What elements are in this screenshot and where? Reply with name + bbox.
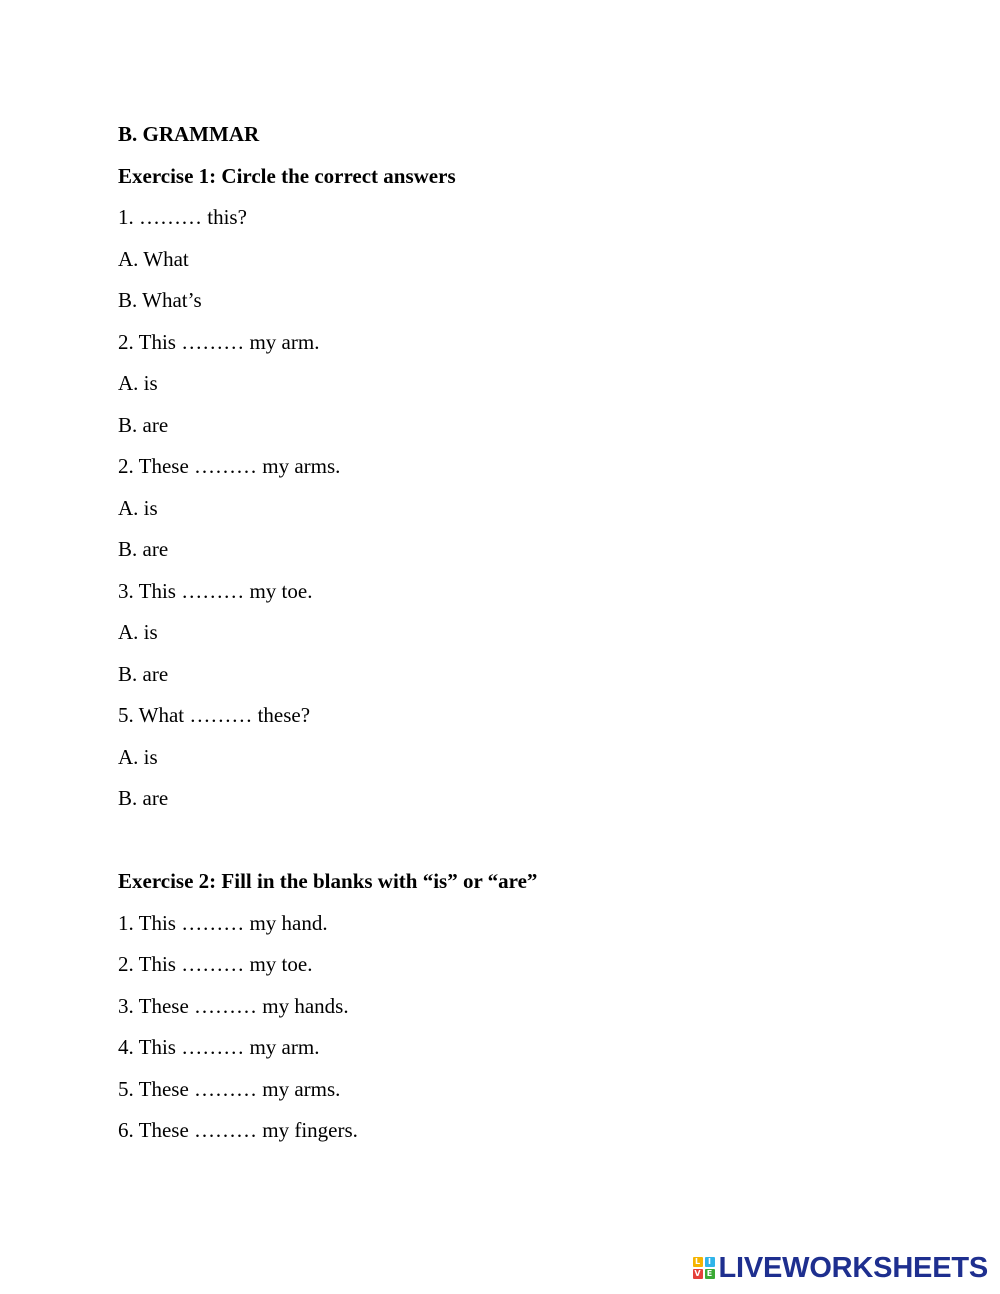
exercise-1-heading: Exercise 1: Circle the correct answers: [118, 163, 456, 188]
liveworksheets-logo: [693, 1252, 989, 1284]
ex1-question-1: 1. ……… this?: [118, 205, 247, 229]
ex1-question-2: 2. This ……… my arm.: [118, 329, 320, 354]
logo-tile-e: E: [705, 1269, 715, 1279]
ex2-item: 5. These ……… my arms.: [118, 1076, 341, 1101]
spacer: [118, 820, 918, 862]
ex1-option: B. are: [118, 412, 169, 437]
ex1-option: B. are: [118, 661, 169, 686]
ex2-item: 1. This ……… my hand.: [118, 910, 328, 935]
ex1-question-3: 2. These ……… my arms.: [118, 454, 341, 478]
ex1-option: B. What’s: [118, 288, 202, 312]
ex1-option: A. is: [118, 744, 158, 769]
section-title: B. GRAMMAR: [118, 122, 260, 146]
ex1-option: A. is: [118, 371, 158, 395]
ex1-option: A. is: [118, 620, 158, 644]
logo-tile-i: I: [705, 1257, 715, 1267]
ex1-question-4: 3. This ……… my toe.: [118, 578, 313, 603]
ex1-option: B. are: [118, 537, 169, 561]
ex2-item: 3. These ……… my hands.: [118, 993, 349, 1018]
ex1-option: B. are: [118, 786, 169, 810]
ex2-item: 6. These ……… my fingers.: [118, 1118, 358, 1142]
ex1-question-5: 5. What ……… these?: [118, 703, 311, 727]
ex2-item: 4. This ……… my arm.: [118, 1035, 320, 1059]
ex1-option: A. What: [118, 246, 189, 271]
liveworksheets-wordmark: LIVEWORKSHEETS: [718, 1251, 988, 1284]
logo-tile-l: L: [693, 1257, 703, 1267]
exercise-2-heading: Exercise 2: Fill in the blanks with “is” or “are”: [118, 869, 538, 893]
worksheet-page: [118, 114, 918, 1152]
liveworksheets-mark-icon: [693, 1257, 715, 1279]
logo-tile-v: V: [694, 1269, 701, 1278]
ex2-item: 2. This ……… my toe.: [118, 952, 313, 976]
ex1-option: A. is: [118, 495, 158, 520]
